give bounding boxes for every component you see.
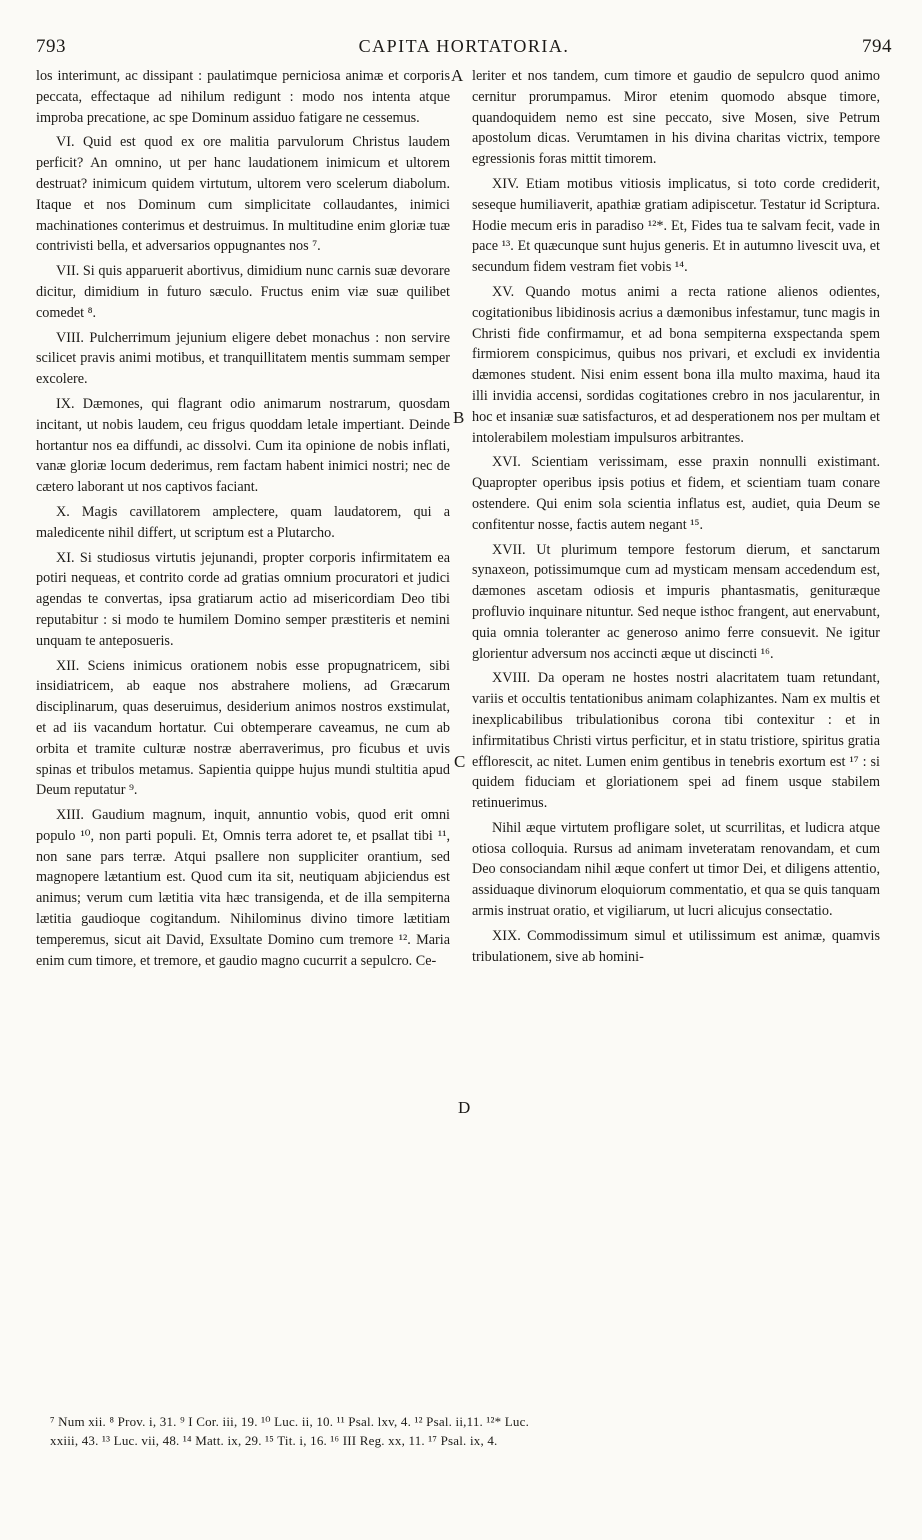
- paragraph: los interimunt, ac dissipant : paulatimque perniciosa animæ et corporis peccata, effectaque ad nihilum redigunt : modo nos intenta atque improba precatione, ac spe Dominum assiduo fatigare ne cessemus.: [36, 68, 450, 126]
- footnotes: [50, 1412, 882, 1450]
- page-header: [36, 36, 892, 66]
- paragraph: VI. Quid est quod ex ore malitia parvulorum Christus laudem perficit? An omnino, ut per hanc laudationem inimicum et ultorem destruat? inimicum quidem virtutum, ultorem vero scelerum diabolum. Itaque et nos Dominum cum simplicitate collaudantes, inimici machinationes conterimus et destruimus. In multitudine enim gloriæ tuæ contrivisti bella, et adversarios oppugnantes nos ⁷.: [36, 134, 450, 255]
- paragraph: X. Magis cavillatorem amplectere, quam laudatorem, qui a maledicente nihil differt, ut scriptum est a Plutarcho.: [36, 503, 450, 541]
- paragraph: XIX. Commodissimum simul et utilissimum est animæ, quamvis tribulationem, sive ab homini-: [472, 927, 880, 965]
- margin-marker-b: B: [453, 408, 465, 427]
- right-column: [472, 66, 880, 971]
- paragraph: XVI. Scientiam verissimam, esse praxin nonnulli existimant. Quapropter operibus ipsis potius et fidem, et scientiam tuam conare ostendere. Qui enim sola scientia inflatus est, audiet, quia Deum se confitentur nosse, factis autem negant ¹⁵.: [472, 454, 880, 533]
- paragraph: IX. Dæmones, qui flagrant odio animarum nostrarum, quosdam incitant, ut nobis laudem, ceu frigus quoddam letale impertiant. Deinde hortantur nos ea diffundi, ac dissolvi. Cum ita opinione de nobis inflati, vanæ gloriæ locum dederimus, rem factam habent inimici nostri; nec de cætero laborant ut nos captivos faciant.: [36, 395, 450, 496]
- paragraph: XVIII. Da operam ne hostes nostri alacritatem tuam retundant, variis et occultis tentationibus animam colaphizantes. Nam ex multis et inexplicabilibus tribulationibus corona tibi contexitur : et in infirmitatibus Christi virtus perficitur, et in statu tristiore, spiritus gratia efflorescit, ac nitet. Lumen enim gentibus in tenebris exortum est ¹⁷ : si quidem fiduciam et gloriationem spei ad finem usque stabilem retinuerimus.: [472, 670, 880, 812]
- paragraph: leriter et nos tandem, cum timore et gaudio de sepulcro quod animo cernitur prorumpamus. Miror etenim quomodo absque timore, quandoquidem nemo est sine peccato, sive Mosen, sive Petrum apostolum dicas. Verumtamen in his divina charitas victrix, tempore egressionis foras mittit timorem.: [472, 68, 880, 168]
- paragraph: XVII. Ut plurimum tempore festorum dierum, et sanctarum synaxeon, potissimumque cum ad mysticam mensam accedendum est, dæmones ascetam odiosis et impuris phantasmatis, genituræque profluvio inquinare nituntur. Sed neque isthoc frangent, aut enervabunt, quia omnia toleranter ac generoso animo ferre consuevit. Ne igitur glorientur adversum nos accincti æque ut discincti ¹⁶.: [472, 541, 880, 662]
- paragraph: VII. Si quis apparuerit abortivus, dimidium nunc carnis suæ devorare dicitur, dimidium in futuro sæculo. Fructus enim viæ suæ quilibet comedet ⁸.: [36, 263, 450, 321]
- paragraph: XV. Quando motus animi a recta ratione alienos odientes, cogitationibus libidinosis acrius a dæmonibus infestamur, tunc magis in Christi fide confirmamur, et ad bona sempiterna exspectanda spem firmiorem conspicimus, quibus nos privari, et excludi ex invidentia dæmones student. Nisi enim essent bona illa multo maxima, haud ita illi invidia accensi, sordidas cogitationes crebro in nos jacularentur, in hoc et insaniæ suæ satisfacturos, et ad desperationem nos per multam et intolerabilem molestiam impulsuros arbitrantes.: [472, 283, 880, 446]
- paragraph: XII. Sciens inimicus orationem nobis esse propugnatricem, sibi insidiatricem, ab eaque nos abstrahere moliens, ad Græcarum disciplinarum, quas deseruimus, desiderium animos nostros exstimulat, et ad iis vacandum hortatur. Cui obtemperare caveamus, ne cum ab orbita et tramite culturæ nostræ aberraverimus, pro ficubus et uvis spinas et tribulos metamus. Sapientia quippe hujus mundi stultitia apud Deum reputatur ⁹.: [36, 657, 450, 799]
- footnote-line: xxiii, 43. ¹³ Luc. vii, 48. ¹⁴ Matt. ix, 29. ¹⁵ Tit. i, 16. ¹⁶ III Reg. xx, 11. ¹⁷ Psal. ix, 4.: [50, 1433, 498, 1448]
- right-page-number: 794: [862, 36, 892, 57]
- left-page-number: 793: [36, 36, 66, 57]
- margin-marker-a: A: [451, 66, 464, 85]
- margin-marker-c: C: [454, 752, 466, 771]
- left-column: [36, 66, 450, 975]
- paragraph: XIV. Etiam motibus vitiosis implicatus, si toto corde crediderit, seseque humiliaverit, apathiæ gratiam adipiscetur. Testatur id Scriptura. Hodie mecum eris in paradiso ¹²*. Et, Fides tua te salvam fecit, vade in pace ¹³. Et quæcunque sunt hujus generis. Et in autumno livescit uva, et secundum fidem vestram fiet vobis ¹⁴.: [472, 175, 880, 276]
- footnote-line: ⁷ Num xii. ⁸ Prov. i, 31. ⁹ I Cor. iii, 19. ¹⁰ Luc. ii, 10. ¹¹ Psal. lxv, 4. ¹² Psal. ii,11. ¹²* Luc.: [50, 1414, 530, 1429]
- paragraph: VIII. Pulcherrimum jejunium eligere debet monachus : non servire scilicet pravis animi motibus, et tranquillitatem mentis summam semper excolere.: [36, 329, 450, 388]
- margin-marker-d: D: [458, 1098, 471, 1117]
- paragraph: XI. Si studiosus virtutis jejunandi, propter corporis infirmitatem ea potiri nequeas, et contrito corde ad gratias omnium procuratori et judici agendas te convertas, ipsa gratiarum actio ad misericordiam Deo tibi reputabitur : si modo te humilem Domino semper præstiteris et nemini unquam te anteposueris.: [36, 549, 450, 649]
- running-title: CAPITA HORTATORIA.: [358, 36, 570, 56]
- paragraph: Nihil æque virtutem profligare solet, ut scurrilitas, et ludicra atque otiosa colloquia. Rursus ad animam inveteratam renovandam, et cum Deo consociandam nihil æque confert ut timor Dei, et diligens attentio, assiduaque divinorum eloquiorum commentatio, et qua se quis tanquam armis instruat oratio, et vigiliarum, ut lucri alicujus consectatio.: [472, 819, 880, 920]
- paragraph: XIII. Gaudium magnum, inquit, annuntio vobis, quod erit omni populo ¹⁰, non parti populi. Et, Omnis terra adoret te, et psallat tibi ¹¹, non sane pars terræ. Atqui psallere non suppliciter orantium, sed magnopere lætantium est. Quod cum ita sit, neutiquam abjiciendus est animus; verum cum lætitia vita hæc transigenda, et de illa sempiterna lætitia gaudioque cogitandum. Nihilominus divino timore lætitiam temperemus, sicut ait David, Exsultate Domino cum tremore ¹². Maria enim cum timore, et tremore, et gaudio magno cucurrit a sepulcro. Ce-: [36, 807, 450, 969]
